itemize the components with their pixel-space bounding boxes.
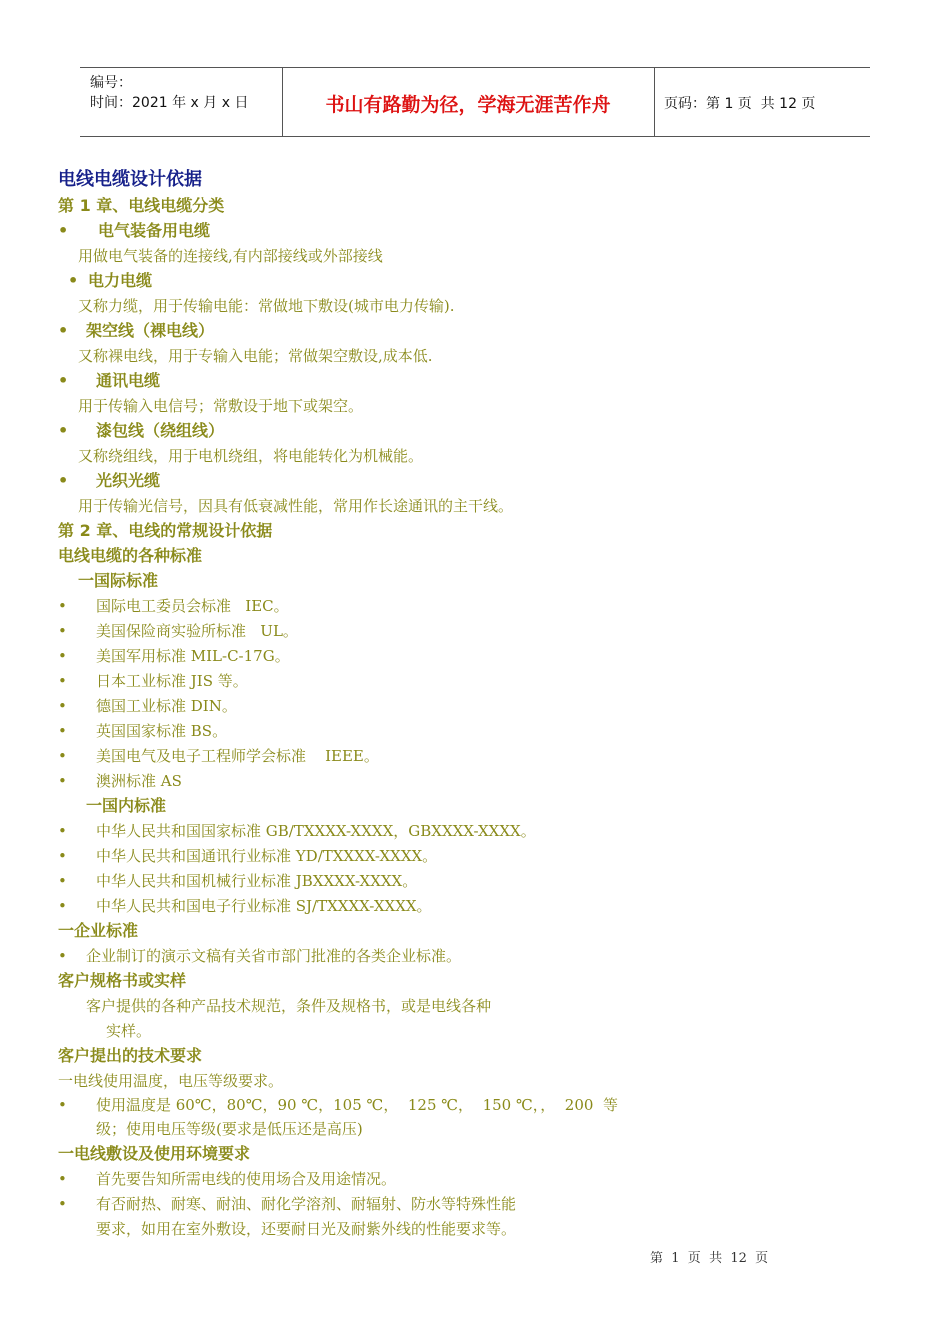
list-item: • 中华人民共和国通讯行业标准 YD/TXXXX-XXXX。 xyxy=(58,847,438,865)
category-desc: 用于传输光信号，因具有低衰减性能，常用作长途通讯的主干线。 xyxy=(78,497,514,515)
category-desc: 用于传输入电信号；常敷设于地下或架空。 xyxy=(78,397,364,415)
chapter-2-heading: 第 2 章、电线的常规设计依据 xyxy=(58,521,273,540)
list-item: • 美国电气及电子工程师学会标准 IEEE。 xyxy=(58,747,379,765)
list-item: • 日本工业标准 JIS 等。 xyxy=(58,672,248,690)
number-label: 编号： xyxy=(90,75,132,91)
category-desc: 用做电气装备的连接线,有内部接线或外部接线 xyxy=(78,247,383,265)
list-item: • 使用温度是 60℃，80℃，90 ℃，105 ℃， 125 ℃， 150 ℃，， 200 等 xyxy=(58,1096,618,1114)
list-item: • 英国国家标准 BS。 xyxy=(58,722,228,740)
customer-spec-desc: 客户提供的各种产品技术规范，条件及规格书，或是电线各种 xyxy=(86,997,492,1015)
category-item: • 电气装备用电缆 xyxy=(58,221,211,240)
category-desc: 又称力缆，用于传输电能：常做地下敷设(城市电力传输). xyxy=(78,297,455,315)
date-label: 时间：2021 年 x 月 x 日 xyxy=(90,95,249,111)
header-motto: 书山有路勤为径，学海无涯苦作舟 xyxy=(325,94,611,116)
list-item: • 美国保险商实验所标准 UL。 xyxy=(58,622,298,640)
customer-spec-heading: 客户规格书或实样 xyxy=(58,971,187,990)
category-desc: 又称绕组线，用于电机绕组，将电能转化为机械能。 xyxy=(78,447,424,465)
category-item: • 电力电缆 xyxy=(68,271,153,290)
environment-heading: 一电线敷设及使用环境要求 xyxy=(58,1144,251,1163)
document-body xyxy=(58,0,878,1344)
category-item: • 通讯电缆 xyxy=(58,371,161,390)
customer-spec-desc: 实样。 xyxy=(106,1022,152,1040)
list-item-cont: 级；使用电压等级(要求是低压还是高压) xyxy=(96,1120,363,1138)
list-item: • 美国军用标准 MIL-C-17G。 xyxy=(58,647,290,665)
category-desc: 又称裸电线，用于专输入电能；常做架空敷设,成本低. xyxy=(78,347,433,365)
list-item: • 中华人民共和国国家标准 GB/TXXXX-XXXX，GBXXXX-XXXX。 xyxy=(58,822,536,840)
chapter-1-heading: 第 1 章、电线电缆分类 xyxy=(58,196,225,215)
list-item: • 企业制订的演示文稿有关省市部门批准的各类企业标准。 xyxy=(58,947,462,965)
domestic-standards-heading: 一国内标准 xyxy=(86,796,167,815)
header-page-info: 页码：第 1 页 共 12 页 xyxy=(664,96,816,112)
list-item: • 中华人民共和国电子行业标准 SJ/TXXXX-XXXX。 xyxy=(58,897,432,915)
intl-standards-heading: 一国际标准 xyxy=(78,571,159,590)
list-item: • 首先要告知所需电线的使用场合及用途情况。 xyxy=(58,1170,397,1188)
enterprise-standards-heading: 一企业标准 xyxy=(58,921,139,940)
standards-heading: 电线电缆的各种标准 xyxy=(58,546,203,565)
page-footer: 第 1 页 共 12 页 xyxy=(650,1251,769,1266)
list-item: • 国际电工委员会标准 IEC。 xyxy=(58,597,289,615)
requirements-sub: 一电线使用温度，电压等级要求。 xyxy=(58,1072,284,1090)
list-item: • 澳洲标准 AS xyxy=(58,772,182,790)
list-item-cont: 要求，如用在室外敷设，还要耐日光及耐紫外线的性能要求等。 xyxy=(96,1220,517,1238)
category-item: • 漆包线（绕组线） xyxy=(58,421,225,440)
category-item: • 光织光缆 xyxy=(58,471,161,490)
list-item: • 有否耐热、耐寒、耐油、耐化学溶剂、耐辐射、防水等特殊性能 xyxy=(58,1195,517,1213)
category-item: • 架空线（裸电线） xyxy=(58,321,215,340)
list-item: • 德国工业标准 DIN。 xyxy=(58,697,237,715)
doc-title: 电线电缆设计依据 xyxy=(58,169,202,190)
list-item: • 中华人民共和国机械行业标准 JBXXXX-XXXX。 xyxy=(58,872,418,890)
requirements-heading: 客户提出的技术要求 xyxy=(58,1046,203,1065)
